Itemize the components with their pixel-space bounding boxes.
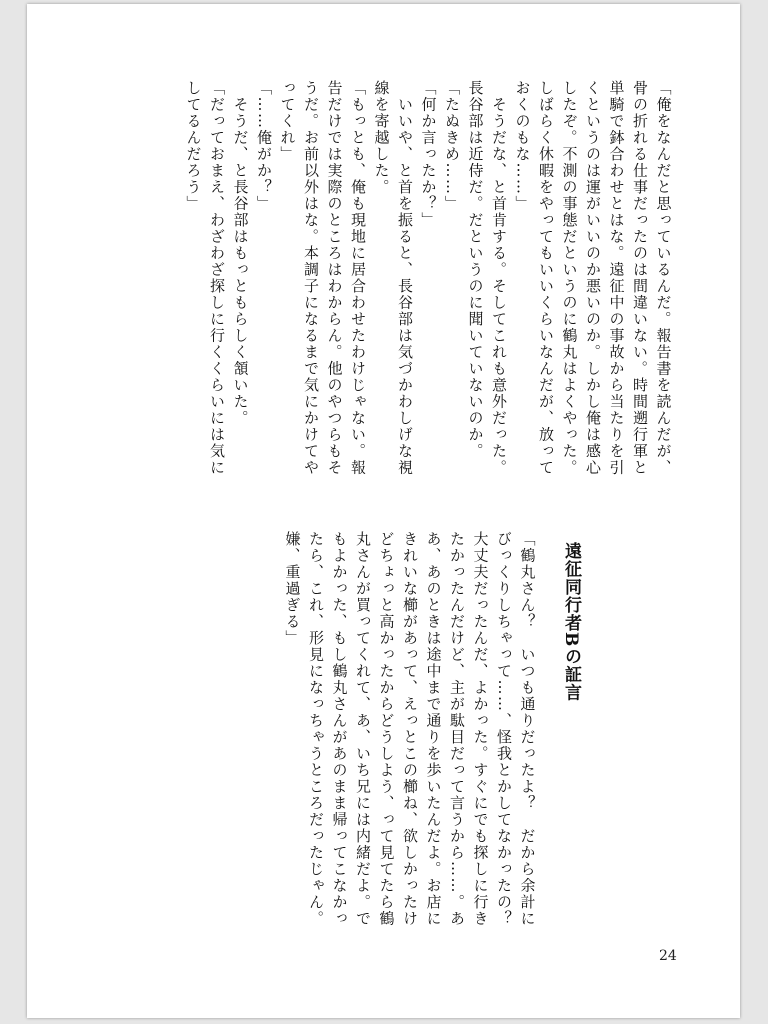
book-page (27, 4, 740, 1018)
lower-text-block: 「鶴丸さん？ いつも通りだったよ？ だから余計に びっくりしちゃって……、怪我とかしてなかったの？ 大丈夫だったんだ、よかった。すぐにでも探しに行き たかったんだけど、主が駄目だって言うから……。あ あ、あのときは途中まで通りを歩いたんだよ。お店に きれいな櫛があって、えっとこの櫛ね、欲しかったけ どちょっと高かったからどうしよう、って見てたら鶴 丸さんが買ってくれて、あ、いち兄には内緒だよ。で もよかった、もし鶴丸さんがあのまま帰ってこなかっ たら、これ、形見になっちゃうところだったじゃん。 嫌、重過ぎる」 (283, 531, 537, 927)
upper-text-block: 「俺をなんだと思っているんだ。報告書を読んだが、 骨の折れる仕事だったのは間違いない。時間遡行軍と 単騎で鉢合わせとはな。遠征中の事故から当たりを引 くというのは運がいいのか悪いのか。しかし俺は感心 したぞ。不測の事態だというのに鶴丸はよくやった。 しばらく休暇をやってもいいくらいなんだが、放って おくのもな……」 そうだな、と首肯する。そしてこれも意外だった。 長谷部は近侍だ。だというのに聞いていないのか。 「たぬきめ……」 「何か言ったか？」 いいや、と首を振ると、長谷部は気づかわしげな視 線を寄越した。 「もっとも、俺も現地に居合わせたわけじゃない。報 告だけでは実際のところはわからん。他のやつらもそ うだ。お前以外はな。本調子になるまで気にかけてや ってくれ」 「……俺がか？」 そうだ、と長谷部はもっともらしく頷いた。 「だっておまえ、わざわざ探しに行くくらいには気に してるんだろう」 (184, 80, 673, 476)
page-number: 24 (659, 948, 677, 964)
section-title: 遠征同行者Bの証言 (561, 542, 581, 702)
